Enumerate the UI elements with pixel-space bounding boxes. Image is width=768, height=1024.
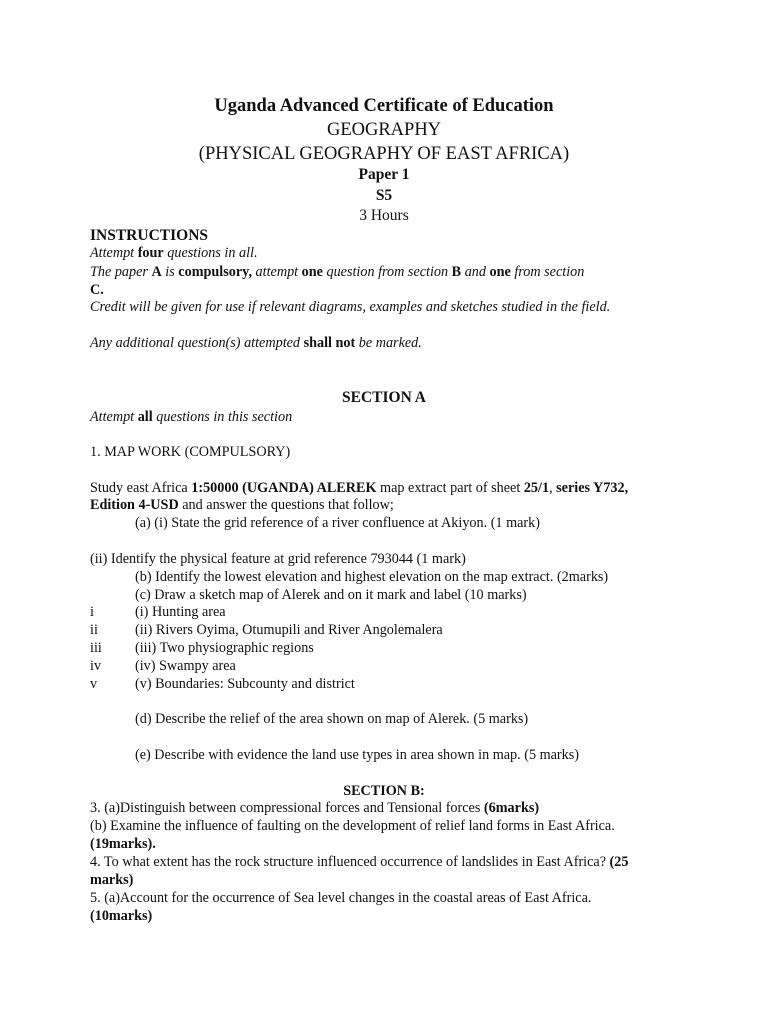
text-run: Any additional question(s) attempted: [90, 335, 304, 351]
text-run: and: [461, 264, 490, 280]
map-study-line-2: [90, 497, 394, 515]
question-1c-item: (ii) Rivers Oyima, Otumupili and River Angolemalera: [135, 622, 443, 638]
text-run: questions in all.: [163, 245, 258, 261]
question-1c: (c) Draw a sketch map of Alerek and on it mark and label (10 marks): [135, 587, 527, 603]
text-run-bold: all: [137, 409, 153, 425]
text-run: questions in this section: [152, 409, 293, 425]
question-5a: 5. (a)Account for the occurrence of Sea level changes in the coastal areas of East Africa.: [90, 890, 592, 906]
text-run: map extract part of sheet: [376, 480, 524, 496]
text-run-bold: shall not: [303, 335, 356, 351]
text-run-bold: 1:50000 (UGANDA) ALEREK: [191, 480, 377, 496]
question-1c-item: (iv) Swampy area: [135, 658, 236, 674]
question-1a-i: (a) (i) State the grid reference of a river confluence at Akiyon. (1 mark): [135, 515, 540, 531]
marks-label: (6marks): [483, 800, 540, 816]
instruction-line-2-cont: C.: [90, 282, 104, 298]
question-1-title: 1. MAP WORK (COMPULSORY): [90, 444, 291, 460]
instruction-line-1: [90, 245, 258, 263]
text-run: Attempt: [90, 245, 138, 261]
question-5a-marks: (10marks): [90, 908, 153, 924]
text-run: and answer the questions that follow;: [178, 497, 394, 513]
text-run-bold: B: [451, 264, 462, 280]
roman-numeral: i: [90, 604, 94, 620]
text-run: 4. To what extent has the rock structure influenced occurrence of landslides in East Africa?: [90, 854, 610, 870]
text-run: be marked.: [355, 335, 422, 351]
text-run-bold: 25/1: [523, 480, 550, 496]
map-study-line-1: [90, 480, 628, 498]
question-4: [90, 854, 628, 872]
text-run: Attempt: [90, 409, 138, 425]
text-run-bold: four: [137, 245, 164, 261]
question-3b: (b) Examine the influence of faulting on the development of relief land forms in East Africa.: [90, 818, 615, 834]
question-1c-item: (iii) Two physiographic regions: [135, 640, 314, 656]
section-a-heading: SECTION A: [342, 389, 426, 406]
text-run: ,: [549, 480, 557, 496]
paper-number: Paper 1: [358, 166, 410, 183]
text-run: from section: [510, 264, 585, 280]
question-1a-ii: (ii) Identify the physical feature at grid reference 793044 (1 mark): [90, 551, 466, 567]
subject-title: GEOGRAPHY: [326, 120, 442, 140]
subject-subtitle: (PHYSICAL GEOGRAPHY OF EAST AFRICA): [198, 144, 570, 164]
exam-title: Uganda Advanced Certificate of Education: [214, 96, 554, 116]
class-level: S5: [375, 187, 393, 204]
text-run: question from section: [322, 264, 452, 280]
question-3b-marks: (19marks).: [90, 836, 156, 852]
question-1b: (b) Identify the lowest elevation and highest elevation on the map extract. (2marks): [135, 569, 609, 585]
question-1e: (e) Describe with evidence the land use types in area shown in map. (5 marks): [135, 747, 579, 763]
section-b-heading: SECTION B:: [343, 783, 425, 799]
text-run: 3. (a)Distinguish between compressional forces and Tensional forces: [90, 800, 484, 816]
text-run: is: [161, 264, 179, 280]
text-run: Study east Africa: [90, 480, 192, 496]
exam-duration: 3 Hours: [359, 207, 409, 224]
text-run-bold: series Y732,: [556, 480, 629, 496]
question-1d: (d) Describe the relief of the area shown on map of Alerek. (5 marks): [135, 711, 529, 727]
instruction-line-3: Credit will be given for use if relevant diagrams, examples and sketches studied in the field.: [90, 299, 611, 315]
text-run-bold: A: [151, 264, 162, 280]
question-4-marks: marks): [90, 872, 134, 888]
question-1c-item: (i) Hunting area: [135, 604, 226, 620]
text-run-bold: one: [489, 264, 511, 280]
instructions-heading: INSTRUCTIONS: [90, 227, 209, 244]
roman-numeral: ii: [90, 622, 98, 638]
text-run-bold: Edition 4-USD: [90, 497, 179, 513]
instruction-line-4: [90, 335, 422, 353]
roman-numeral: iii: [90, 640, 102, 656]
section-a-note: [90, 409, 292, 427]
text-run-bold: one: [301, 264, 323, 280]
question-3a: [90, 800, 539, 818]
marks-label: (25: [609, 854, 629, 870]
roman-numeral: iv: [90, 658, 102, 674]
question-1c-item: (v) Boundaries: Subcounty and district: [135, 676, 355, 692]
roman-numeral: v: [90, 676, 98, 692]
text-run: attempt: [252, 264, 302, 280]
text-run-bold: compulsory,: [178, 264, 252, 280]
instruction-line-2: [90, 264, 584, 282]
text-run: The paper: [90, 264, 152, 280]
